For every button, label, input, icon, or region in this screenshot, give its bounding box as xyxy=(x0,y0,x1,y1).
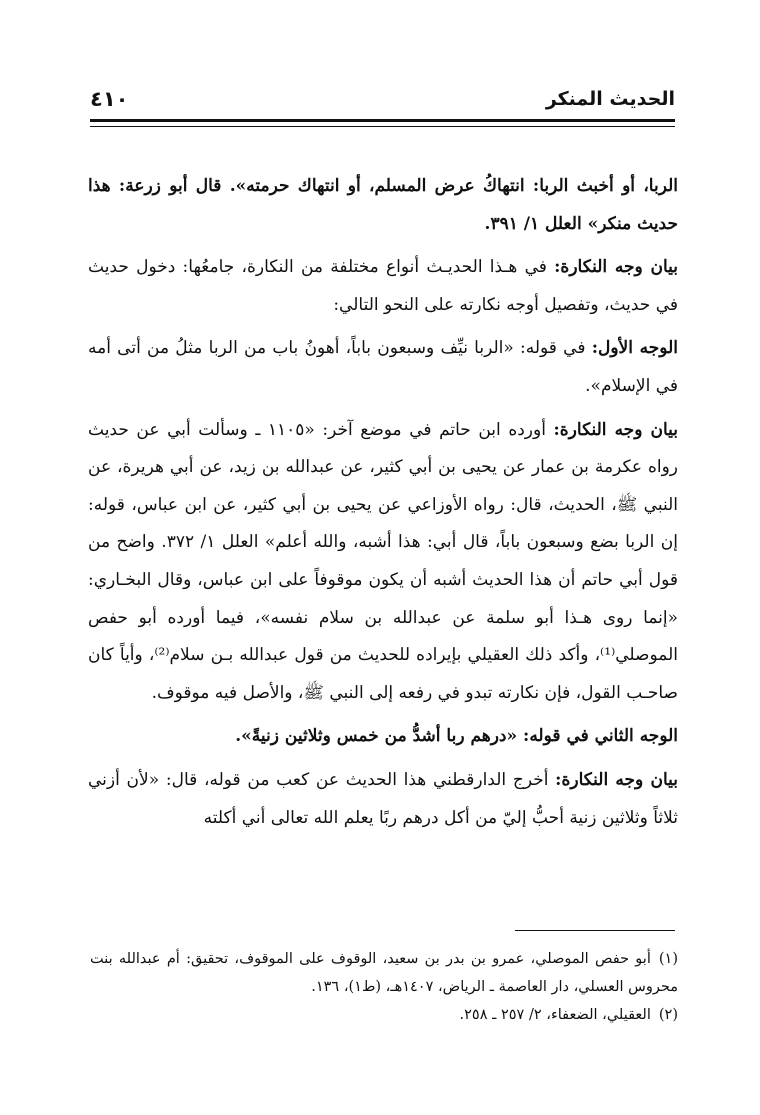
paragraph-1: الربا، أو أخبث الربا: انتهاكُ عرض المسلم، أو انتهاك حرمته». قال أبو زرعة: هذا حديث منكر» العلل ١/ ٣٩١. xyxy=(88,176,678,234)
footnote-separator xyxy=(515,930,675,931)
footnote-1-text: أبو حفص الموصلي، عمرو بن بدر بن سعيد، الوقوف على الموقوف، تحقيق: أم عبدالله بنت محروس العسلي، دار العاصمة ـ الرياض، ١٤٠٧هـ، (ط١)، ١٣٦. xyxy=(90,951,678,995)
footnotes xyxy=(90,945,678,1029)
page-number: ٤١٠ xyxy=(90,87,129,111)
page-header xyxy=(90,84,675,118)
footnote-1 xyxy=(90,945,678,1001)
footnote-1-mark: (١) xyxy=(658,951,678,967)
footnote-2-mark: (٢) xyxy=(658,1007,678,1023)
running-title: الحديث المنكر xyxy=(545,88,675,110)
paragraph-2 xyxy=(88,249,678,324)
footnote-2 xyxy=(90,1001,678,1029)
paragraph-6-label: بيان وجه النكارة: xyxy=(555,769,679,790)
paragraph-6 xyxy=(88,762,678,837)
paragraph-5-label: الوجه الثاني في قوله: xyxy=(523,726,678,747)
paragraph-6-text: أخرج الدارقطني هذا الحديث عن كعب من قوله، قال: «لأن أزني ثلاثاً وثلاثين زنية أحبُّ إليّ من أكل درهم ربًا يعلم الله تعالى أني أكلته xyxy=(88,769,678,828)
paragraph-3 xyxy=(88,330,678,405)
paragraph-5-text: «درهم ربا أشدُّ من خمس وثلاثين زنيةً». xyxy=(235,726,524,747)
paragraph-2-label: بيان وجه النكارة: xyxy=(554,257,679,278)
paragraph-2-text: في هـذا الحديـث أنواع مختلفة من النكارة، جامعُها: دخول حديث في حديث، وتفصيل أوجه نكارته على النحو التالي: xyxy=(88,257,678,315)
paragraph-3-label: الوجه الأول: xyxy=(591,338,678,359)
paragraph-4 xyxy=(88,412,678,713)
paragraph-4-label: بيان وجه النكارة: xyxy=(553,419,679,440)
paragraph-4-text: أورده ابن حاتم في موضع آخر: «١١٠٥ ـ وسألت أبي عن حديث رواه عكرمة بن عمار عن يحيى بن أبي كثير، عن عبدالله بن زيد، عن أبي هريرة، عن النبي ﷺ، الحديث، قال: رواه الأوزاعي عن يحيى بن أبي كثير، عن ابن عباس، قوله: إن الربا بضع وسبعون باباً، قال أبي: هذا أشبه، والله أعلم» العلل ١/ ٣٧٢. واضح من قول أبي حاتم أن هذا الحديث أشبه أن يكون موقوفاً على ابن عباس، وقال البخـاري: «إنما روى هـذا أبو سلمة عن عبدالله بن سلام نفسه»، فيما أورده أبو حفص الموصلي⁽¹⁾، وأكد ذلك العقيلي بإيراده للحديث من قول عبدالله بـن سلام⁽²⁾، وأياً كان صاحـب القول، فإن نكارته تبدو في رفعه إلى النبي ﷺ، والأصل فيه موقوف. xyxy=(88,419,678,703)
paragraph-5 xyxy=(88,718,678,756)
paragraph-3-text: في قوله: «الربا نيِّف وسبعون باباً، أهونُ باب من الربا مثلُ من أتى أمه في الإسلام». xyxy=(88,338,678,396)
header-rule-thick xyxy=(90,119,675,122)
header-rule-thin xyxy=(90,126,675,127)
footnote-2-text: العقيلي، الضعفاء، ٢/ ٢٥٧ ـ ٢٥٨. xyxy=(459,1007,651,1023)
main-text xyxy=(88,168,678,837)
